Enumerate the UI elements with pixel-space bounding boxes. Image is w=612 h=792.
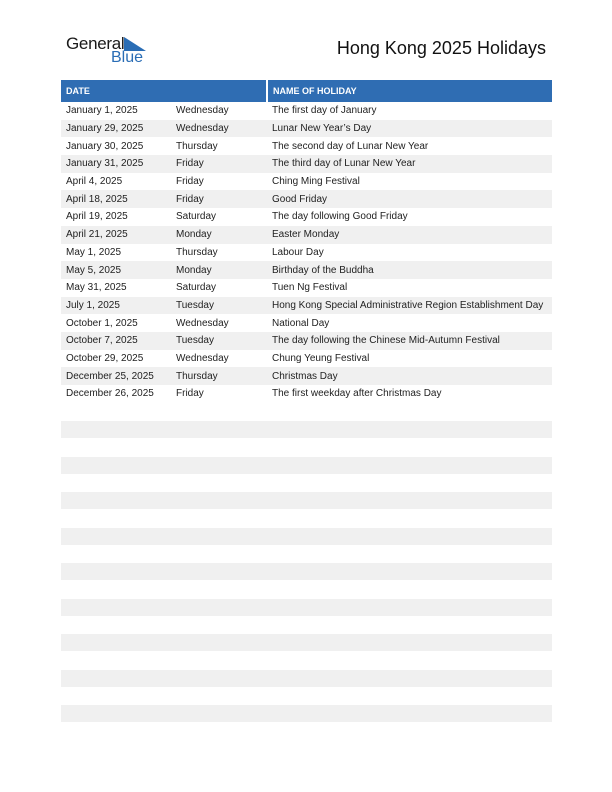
cell-holiday-name: The first day of January: [272, 105, 377, 117]
cell-day: Friday: [171, 155, 267, 173]
cell-holiday-name: The third day of Lunar New Year: [267, 155, 552, 173]
empty-row: [61, 670, 552, 687]
cell-date: May 5, 2025: [61, 261, 171, 279]
cell-holiday-name: Ching Ming Festival: [272, 176, 360, 188]
cell-date: December 25, 2025: [61, 367, 171, 385]
holidays-table: [61, 80, 552, 403]
cell-holiday-name: Easter Monday: [267, 226, 552, 244]
cell-day: Tuesday: [171, 297, 267, 315]
empty-row: [61, 457, 552, 474]
cell-day: Thursday: [171, 367, 267, 385]
cell-date: April 18, 2025: [61, 190, 171, 208]
table-row: [61, 244, 552, 262]
table-row: [61, 120, 552, 138]
cell-holiday-name: Chung Yeung Festival: [272, 352, 370, 364]
cell-date: October 1, 2025: [66, 317, 138, 329]
cell-day: Friday: [171, 190, 267, 208]
page-title: Hong Kong 2025 Holidays: [336, 38, 546, 58]
cell-date: January 29, 2025: [61, 120, 171, 138]
header-holiday-name: NAME OF HOLIDAY: [267, 80, 552, 102]
cell-date: May 1, 2025: [66, 246, 122, 258]
table-row: [61, 279, 552, 297]
cell-date: January 31, 2025: [61, 155, 171, 173]
cell-day: Friday: [176, 176, 204, 188]
cell-day: Saturday: [176, 211, 217, 223]
logo-blue-text: Blue: [111, 49, 144, 66]
cell-day: Monday: [171, 261, 267, 279]
cell-holiday-name: Labour Day: [272, 246, 324, 258]
table-row: [61, 190, 552, 208]
table-row: [61, 102, 552, 120]
cell-date: October 7, 2025: [61, 332, 171, 350]
cell-holiday-name: Christmas Day: [267, 367, 552, 385]
empty-row: [61, 492, 552, 509]
cell-day: Monday: [171, 226, 267, 244]
cell-date: October 29, 2025: [66, 352, 144, 364]
cell-day: Wednesday: [176, 352, 229, 364]
table-row: [61, 385, 552, 403]
empty-row: [61, 705, 552, 722]
cell-holiday-name: The day following the Chinese Mid-Autumn Festival: [267, 332, 552, 350]
table-row: [61, 226, 552, 244]
cell-holiday-name: The day following Good Friday: [272, 211, 408, 223]
table-row: [61, 314, 552, 332]
cell-holiday-name: Good Friday: [267, 190, 552, 208]
table-row: [61, 137, 552, 155]
cell-day: Thursday: [176, 140, 218, 152]
cell-date: December 26, 2025: [66, 388, 154, 400]
cell-holiday-name: Hong Kong Special Administrative Region Establishment Day: [267, 297, 552, 315]
cell-date: January 30, 2025: [66, 140, 144, 152]
cell-holiday-name: The first weekday after Christmas Day: [272, 388, 442, 400]
logo: [66, 34, 156, 68]
cell-date: April 21, 2025: [61, 226, 171, 244]
cell-holiday-name: Tuen Ng Festival: [272, 282, 348, 294]
table-row: [61, 350, 552, 368]
cell-day: Wednesday: [176, 105, 229, 117]
header-date: DATE: [61, 80, 267, 102]
cell-day: Saturday: [176, 282, 217, 294]
empty-row: [61, 599, 552, 616]
cell-holiday-name: National Day: [272, 317, 330, 329]
table-row: [61, 173, 552, 191]
cell-date: July 1, 2025: [61, 297, 171, 315]
table-row: [61, 367, 552, 385]
empty-row: [61, 421, 552, 438]
table-row: [61, 261, 552, 279]
cell-date: May 31, 2025: [66, 282, 127, 294]
empty-row: [61, 563, 552, 580]
table-row: [61, 208, 552, 226]
cell-day: Friday: [176, 388, 204, 400]
empty-row: [61, 528, 552, 545]
cell-holiday-name: Lunar New Year’s Day: [267, 120, 552, 138]
table-header-row: [61, 80, 552, 102]
logo-general-text: General: [66, 34, 125, 53]
cell-day: Tuesday: [171, 332, 267, 350]
cell-date: April 19, 2025: [66, 211, 128, 223]
cell-holiday-name: The second day of Lunar New Year: [272, 140, 429, 152]
cell-day: Thursday: [176, 246, 218, 258]
cell-date: January 1, 2025: [66, 105, 138, 117]
table-row: [61, 332, 552, 350]
cell-day: Wednesday: [171, 120, 267, 138]
cell-holiday-name: Birthday of the Buddha: [267, 261, 552, 279]
cell-date: April 4, 2025: [66, 176, 123, 188]
empty-row: [61, 634, 552, 651]
cell-day: Wednesday: [176, 317, 229, 329]
table-row: [61, 297, 552, 315]
table-row: [61, 155, 552, 173]
